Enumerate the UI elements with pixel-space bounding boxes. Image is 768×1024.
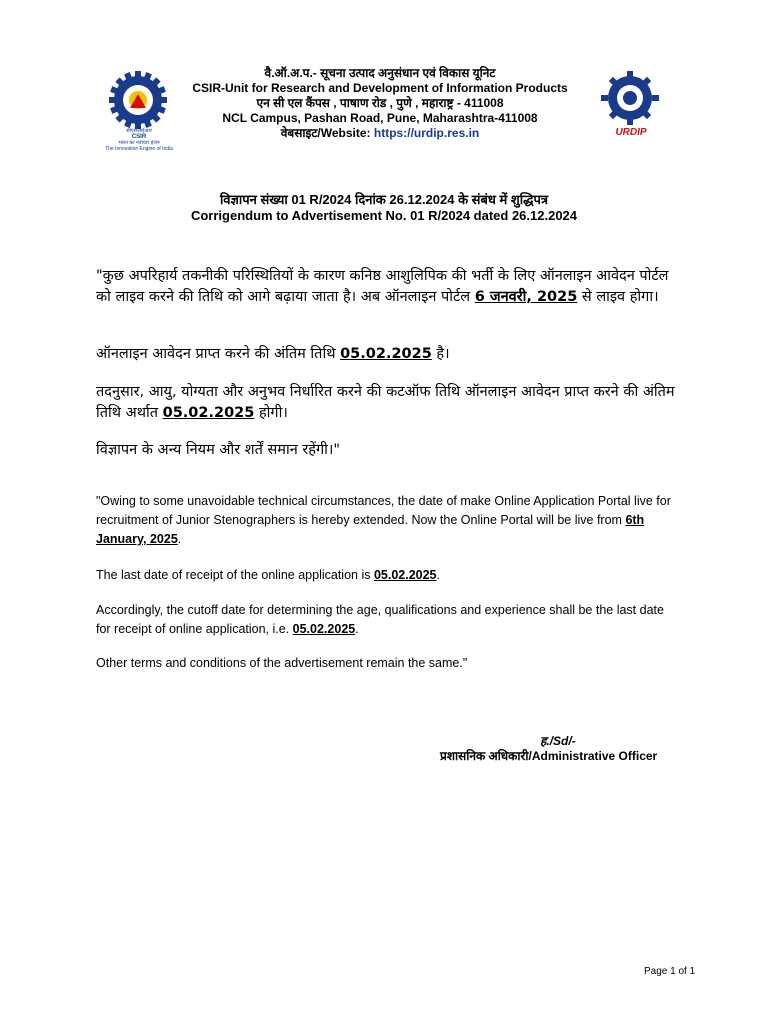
english-p1-date: 6th January, 2025 — [96, 513, 645, 546]
hindi-paragraph-4: विज्ञापन के अन्य नियम और शर्तें समान रहेंगी।" — [96, 442, 341, 458]
hindi-p1-end: से लाइव होगा। — [577, 289, 659, 305]
hindi-paragraph-1 — [96, 266, 676, 308]
hindi-paragraph-3 — [96, 382, 676, 424]
title-english: Corrigendum to Advertisement No. 01 R/2024 dated 26.12.2024 — [190, 208, 578, 223]
urdip-logo — [600, 70, 660, 130]
hindi-p3-end: होगी। — [254, 405, 288, 421]
english-p2-text: The last date of receipt of the online application is — [96, 568, 374, 582]
address-hindi: एन सी एल कैंपस , पाषाण रोड , पुणे , महाराष्ट्र - 411008 — [256, 96, 504, 110]
document-title — [60, 192, 708, 224]
hindi-paragraph-2 — [96, 344, 676, 365]
english-paragraph-2 — [96, 566, 676, 585]
logo-caption-tagline-english: The Innovation Engine of India — [105, 146, 173, 152]
letterhead — [180, 66, 580, 141]
page-number: Page 1 of 1 — [644, 966, 696, 977]
english-p1-end: . — [177, 532, 182, 546]
logo-caption-hindi: सीएसआईआर — [126, 128, 152, 134]
english-p3-end: . — [355, 622, 359, 636]
english-paragraph-1 — [96, 492, 676, 549]
english-p2-end: . — [436, 568, 440, 582]
org-name-hindi: वै.ऑ.अ.प.- सूचना उत्पाद अनुसंधान एवं विकास यूनिट — [264, 66, 496, 80]
hindi-p2-text: ऑनलाइन आवेदन प्राप्त करने की अंतिम तिथि — [96, 346, 341, 362]
english-paragraph-3 — [96, 601, 676, 639]
english-p1-text: "Owing to some unavoidable technical circumstances, the date of make Online Application Portal live for recruitment of Junior Stenographers is hereby extended. Now the Online Portal will be live from — [96, 494, 671, 527]
csir-logo-caption — [104, 128, 174, 152]
english-p3-date: 05.02.2025 — [292, 622, 356, 636]
title-hindi: विज्ञापन संख्या 01 R/2024 दिनांक 26.12.2024 के संबंध में शुद्धिपत्र — [219, 192, 549, 207]
csir-logo — [108, 70, 168, 130]
signature-designation: प्रशासनिक अधिकारी/Administrative Officer — [440, 749, 658, 763]
hindi-p3-text: तदनुसार, आयु, योग्यता और अनुभव निर्धारित करने की कटऑफ तिथि ऑनलाइन आवेदन प्राप्त करने की अंतिम तिथि अर्थात — [96, 384, 675, 421]
hindi-p3-date: 05.02.2025 — [162, 405, 255, 421]
logo-caption-tagline-hindi: भारत का नवाचार इंजन — [118, 140, 160, 146]
org-name-english: CSIR-Unit for Research and Development of Information Products — [192, 81, 568, 95]
signature-sd: ह./Sd/- — [540, 734, 576, 748]
english-paragraph-4: Other terms and conditions of the advertisement remain the same." — [96, 656, 468, 670]
hindi-p1-text: "कुछ अपरिहार्य तकनीकी परिस्थितियों के कारण कनिष्ठ आशुलिपिक की भर्ती के लिए ऑनलाइन आवेदन पोर्टल को लाइव करने की तिथि को आगे बढ़ाया जाता है। अब ऑनलाइन पोर्टल — [96, 268, 669, 305]
hindi-p2-end: है। — [431, 346, 450, 362]
hindi-p2-date: 05.02.2025 — [340, 346, 432, 362]
english-p2-date: 05.02.2025 — [373, 568, 437, 582]
website-line — [180, 126, 580, 141]
english-p3-text: Accordingly, the cutoff date for determining the age, qualifications and experience shall be the last date for receipt of online application, i.e. — [96, 603, 664, 636]
address-english: NCL Campus, Pashan Road, Pune, Maharashtra-411008 — [222, 111, 538, 125]
website-link[interactable]: https://urdip.res.in — [373, 126, 480, 140]
website-label: वेबसाइट/Website: — [280, 126, 371, 140]
logo-caption-csir: CSIR — [131, 134, 147, 140]
hindi-p1-date: 6 जनवरी, 2025 — [474, 289, 578, 305]
urdip-logo-caption: URDIP — [615, 127, 647, 138]
